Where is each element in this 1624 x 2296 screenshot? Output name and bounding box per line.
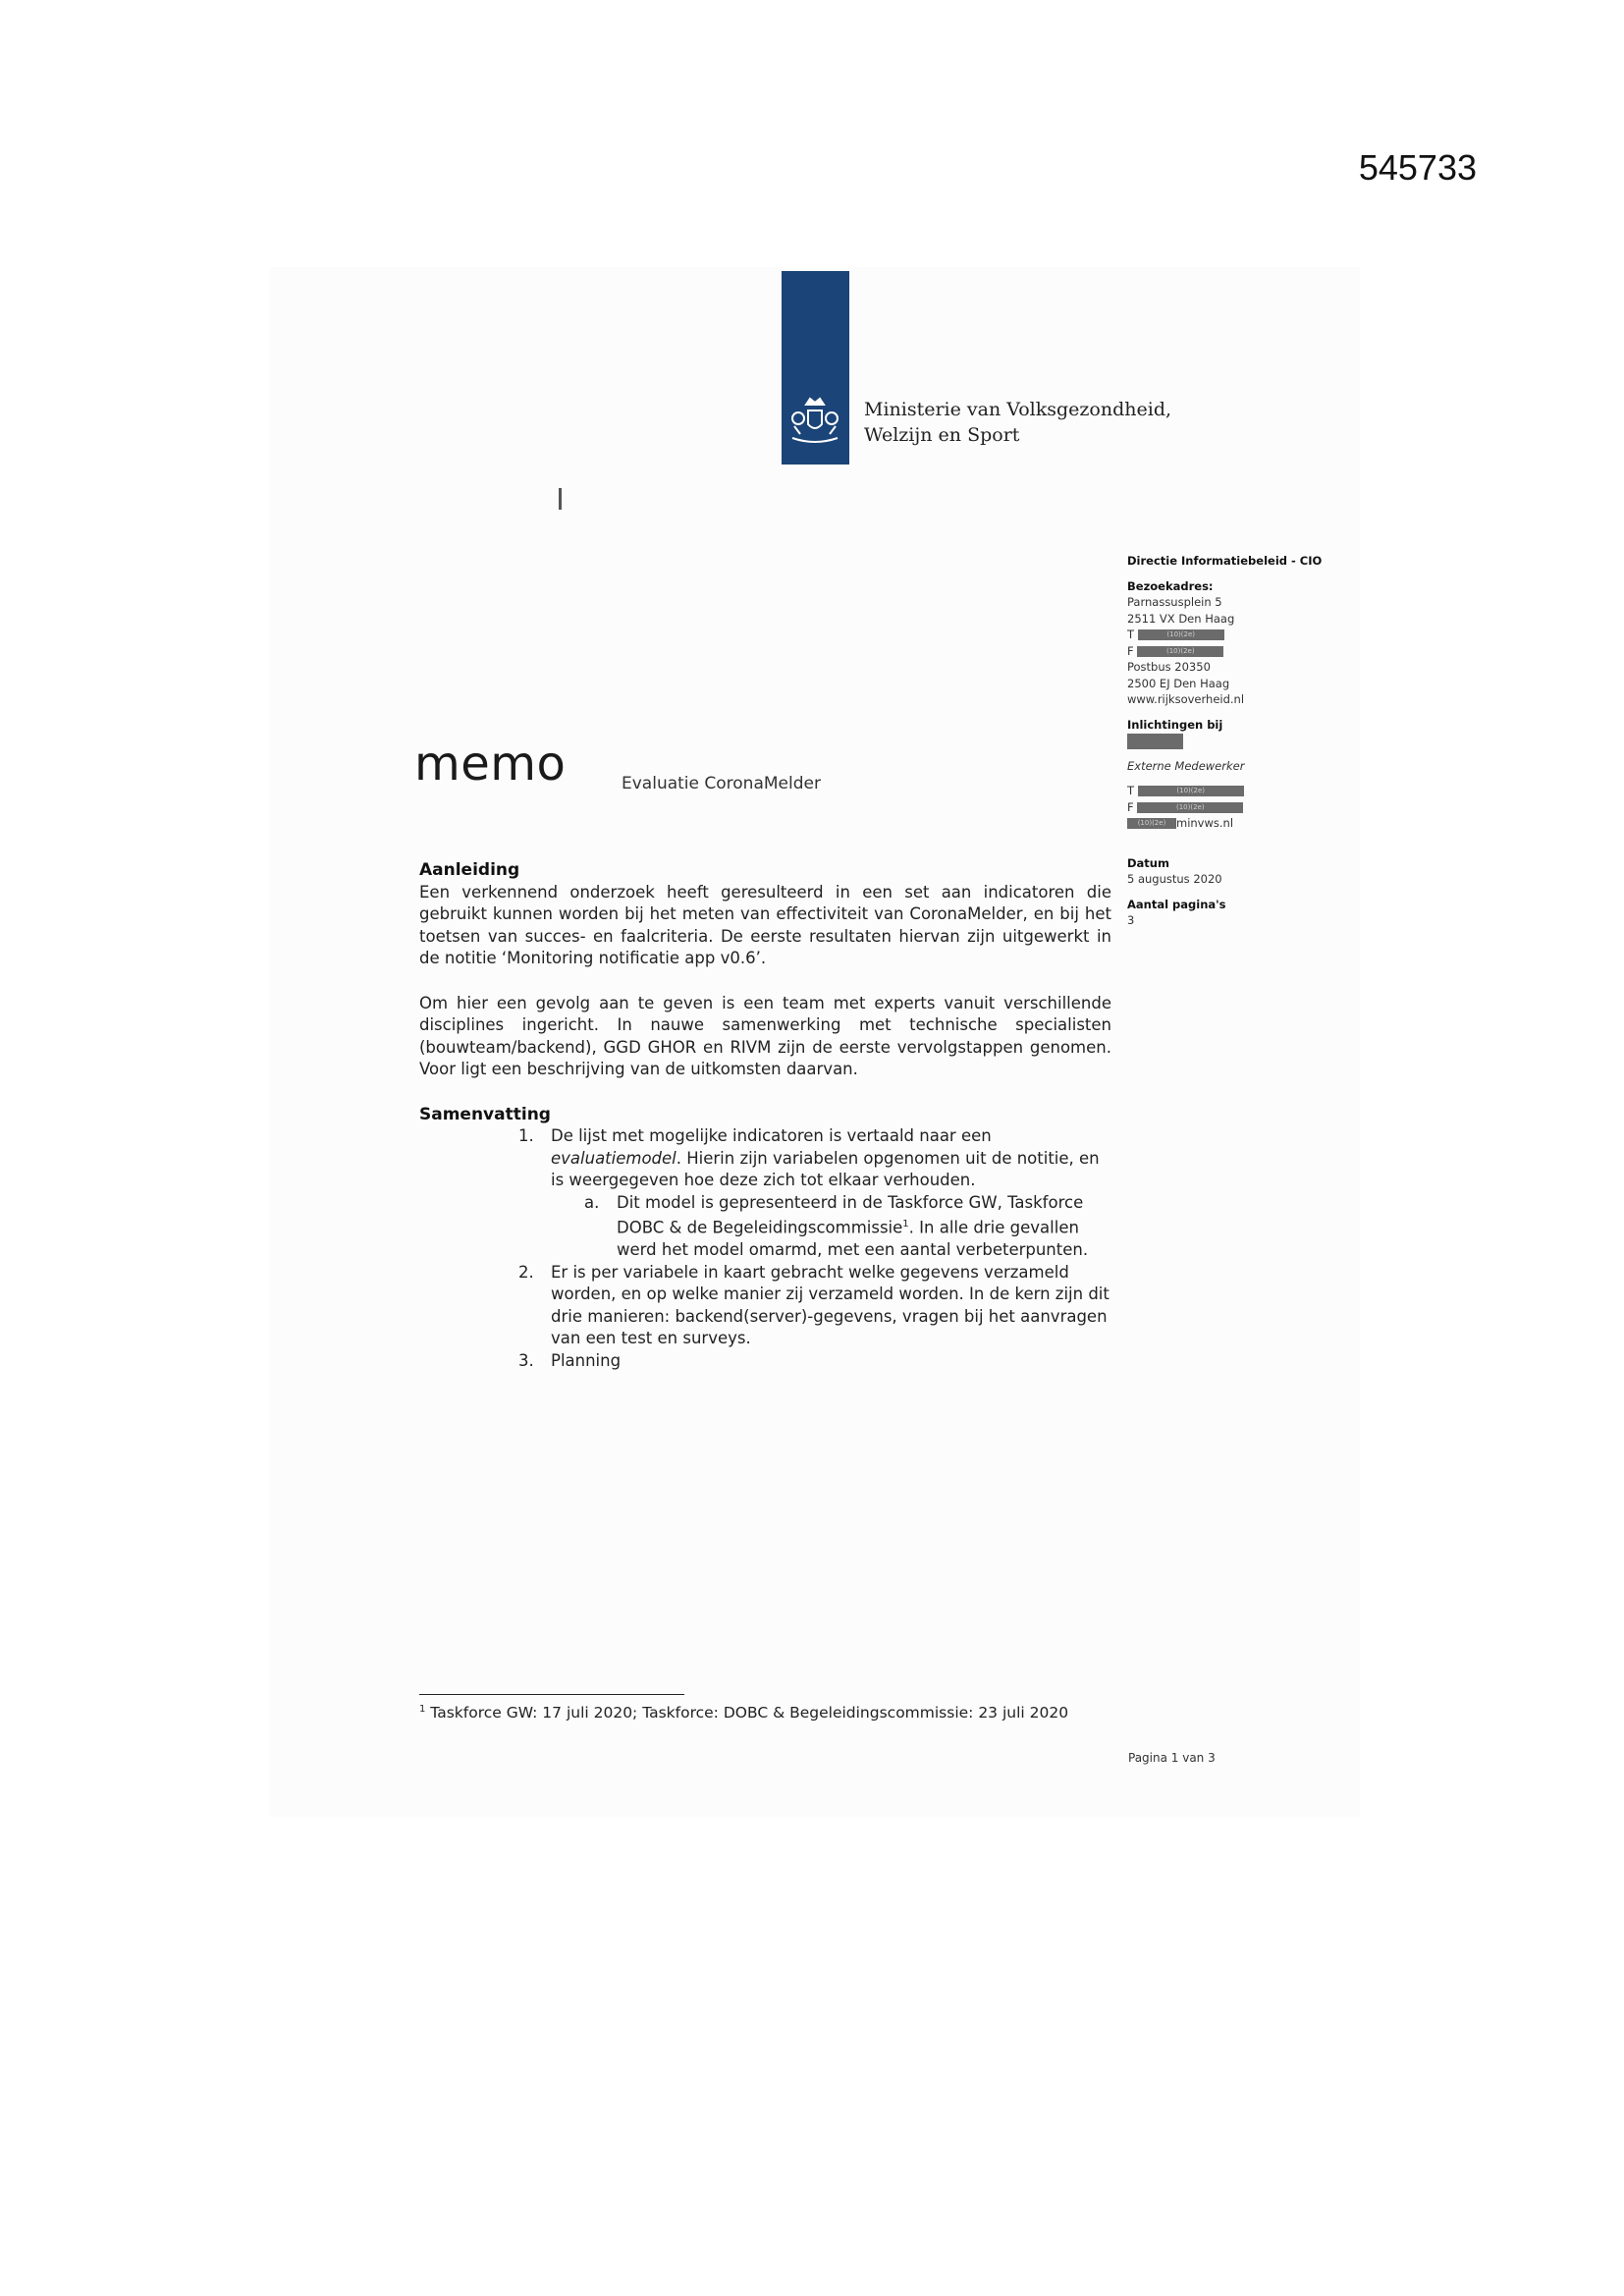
redacted-email-user: (10)(2e)	[1127, 818, 1176, 829]
contact-email-row	[1127, 815, 1324, 832]
fax-prefix: F	[1127, 643, 1134, 658]
footnote-divider	[419, 1694, 684, 1695]
redacted-name-row	[1127, 733, 1324, 749]
summary-sublist	[551, 1192, 1111, 1262]
page-count-value: 3	[1127, 913, 1135, 927]
email-domain: minvws.nl	[1176, 816, 1234, 830]
postbus: Postbus 20350	[1127, 660, 1211, 674]
postal-address: 2500 EJ Den Haag	[1127, 676, 1230, 690]
redacted-phone: (10)(2e)	[1138, 629, 1224, 640]
footnote	[419, 1704, 1068, 1722]
document-number: 545733	[1358, 147, 1477, 188]
item3-text: Planning	[551, 1350, 622, 1370]
item1-text-post: . Hierin zijn variabelen opgenomen uit de notitie, en is weergegeven hoe deze zich tot elkaar verhouden.	[551, 1148, 1100, 1189]
paragraph-aanleiding-2: Om hier een gevolg aan te geven is een team met experts vanuit verschillende disciplines ingericht. In nauwe samenwerking met technische specialisten (bouwteam/backend), GGD GHOR en RIVM zijn de eerste vervolgstappen genomen. Voor ligt een beschrijving van de uitkomsten daarvan.	[419, 993, 1111, 1078]
memo-body	[419, 859, 1111, 1372]
footnote-ref[interactable]: 1	[902, 1219, 909, 1230]
contact-role: Externe Medewerker	[1127, 758, 1245, 773]
ministry-name	[864, 397, 1171, 448]
list-letter: a.	[584, 1192, 600, 1212]
item1-text-pre: De lijst met mogelijke indicatoren is vertaald naar een	[551, 1126, 992, 1145]
memo-heading: memo	[414, 737, 567, 792]
section-heading-samenvatting: Samenvatting	[419, 1104, 551, 1124]
department-name: Directie Informatiebeleid - CIO	[1127, 554, 1323, 568]
item2-text: Er is per variabele in kaart gebracht welke gegevens verzameld worden, en op welke manier zij verzameld worden. In de kern zijn dit drie manieren: backend(server)-gegevens, vragen bij het aanvragen van een test en surveys.	[551, 1262, 1110, 1347]
redacted-name	[1127, 734, 1183, 749]
sidebar-details	[1127, 553, 1324, 929]
list-number: 1.	[518, 1126, 534, 1145]
paragraph-aanleiding-1: Een verkennend onderzoek heeft geresulteerd in een set aan indicatoren die gebruikt kunnen worden bij het meten van effectiviteit van CoronaMelder, en bij het toetsen van succes- en faalcriteria. De eerste resultaten hiervan zijn uitgewerkt in de notitie ‘Monitoring notificatie app v0.6’.	[419, 882, 1111, 967]
contact-label: Inlichtingen bij	[1127, 717, 1223, 732]
fax-row	[1127, 643, 1324, 660]
visit-address-label: Bezoekadres:	[1127, 578, 1214, 593]
address-line2: 2511 VX Den Haag	[1127, 611, 1235, 626]
list-number: 2.	[518, 1262, 534, 1282]
date-label: Datum	[1127, 855, 1169, 870]
contact-fax-prefix: F	[1127, 799, 1134, 814]
contact-phone-prefix: T	[1127, 784, 1135, 797]
text-cursor-mark	[559, 488, 562, 510]
phone-row	[1127, 627, 1324, 643]
section-heading-aanleiding: Aanleiding	[419, 860, 520, 880]
phone-prefix: T	[1127, 628, 1135, 641]
ministry-name-line1: Ministerie van Volksgezondheid,	[864, 399, 1172, 420]
coat-of-arms-icon	[786, 391, 843, 450]
list-item	[518, 1350, 1111, 1373]
page-number: Pagina 1 van 3	[1128, 1751, 1216, 1765]
redacted-fax: (10)(2e)	[1137, 646, 1223, 657]
list-item	[518, 1125, 1111, 1262]
contact-phone-row	[1127, 783, 1324, 799]
memo-subject: Evaluatie CoronaMelder	[622, 774, 821, 793]
list-item	[584, 1192, 1111, 1262]
item1-emphasis: evaluatiemodel	[551, 1148, 677, 1168]
item1a-text-post: . In alle drie gevallen werd het model omarmd, met een aantal verbeterpunten.	[617, 1218, 1089, 1259]
redacted-contact-phone: (10)(2e)	[1138, 786, 1244, 796]
redacted-contact-fax: (10)(2e)	[1137, 802, 1243, 813]
date-value: 5 augustus 2020	[1127, 872, 1222, 886]
item1a-text-pre: Dit model is gepresenteerd in de Taskforce GW, Taskforce DOBC & de Begeleidingscommissie	[617, 1192, 1084, 1237]
summary-list	[419, 1125, 1111, 1372]
list-item	[518, 1262, 1111, 1350]
page-count-label: Aantal pagina's	[1127, 897, 1226, 911]
list-number: 3.	[518, 1350, 534, 1370]
contact-fax-row	[1127, 799, 1324, 816]
ministry-name-line2: Welzijn en Sport	[864, 424, 1020, 446]
website-link[interactable]: www.rijksoverheid.nl	[1127, 692, 1245, 706]
footnote-mark: 1	[419, 1704, 426, 1715]
address-line1: Parnassusplein 5	[1127, 595, 1222, 609]
footnote-text: Taskforce GW: 17 juli 2020; Taskforce: DOBC & Begeleidingscommissie: 23 juli 2020	[425, 1704, 1069, 1722]
